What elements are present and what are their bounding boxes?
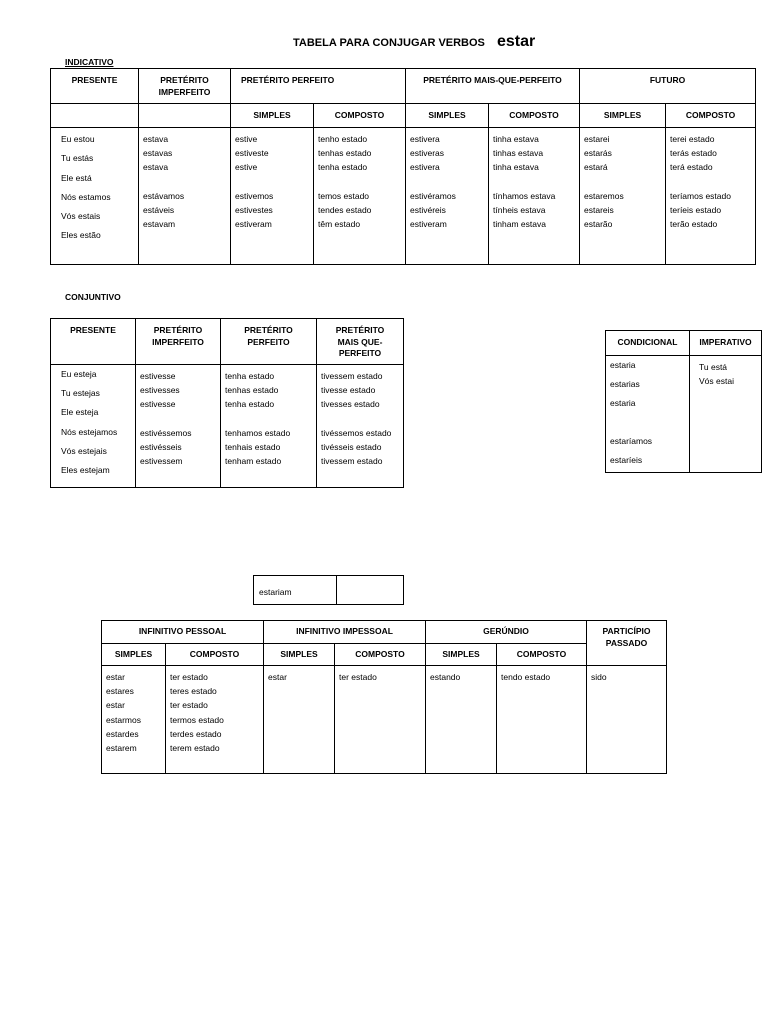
imperfeito-column: [136, 365, 221, 488]
header-pret-mais: PRETÉRITO MAIS-QUE-PERFEITO: [406, 69, 580, 104]
conjugation: estarão: [584, 219, 613, 230]
imperativo-column: [690, 356, 762, 473]
conjugation: temos estado: [318, 190, 370, 201]
conjugation: tivéssemos estado: [321, 427, 392, 438]
header-simples: SIMPLES: [580, 104, 666, 128]
conjugation: estavas: [143, 148, 173, 159]
header-simples: SIMPLES: [264, 644, 335, 666]
conjugation: Nós estamos: [61, 191, 111, 202]
condicional-extra: estariam: [254, 576, 337, 605]
conjugation: estiveras: [410, 148, 445, 159]
header-simples: SIMPLES: [426, 644, 497, 666]
header-composto: COMPOSTO: [335, 644, 426, 666]
inf-pessoal-composto-column: [166, 666, 264, 774]
header-pret-imperfeito: PRETÉRITO IMPERFEITO: [139, 69, 231, 104]
conjuntivo-table: [50, 318, 404, 488]
conjugation: teríeis estado: [670, 204, 722, 215]
header-composto: COMPOSTO: [314, 104, 406, 128]
header-composto: COMPOSTO: [666, 104, 756, 128]
header-pret-perfeito: PRETÉRITO PERFEITO: [231, 69, 406, 104]
conjugation: estaríamos: [610, 436, 653, 446]
conjugation: sido: [591, 672, 607, 682]
futuro-composto-column: [666, 128, 756, 265]
conjugation: tenhas estado: [225, 385, 279, 396]
conjugation: teríamos estado: [670, 190, 731, 201]
header-gerundio: GERÚNDIO: [426, 621, 587, 644]
conjugation: tenha estado: [318, 162, 368, 173]
conjugation: Vós estais: [61, 211, 101, 222]
blank-cell: [139, 104, 231, 128]
conjugation: terás estado: [670, 148, 717, 159]
conjugation: tenhamos estado: [225, 427, 291, 438]
blank-cell: [51, 104, 139, 128]
conjugation: tenhas estado: [318, 148, 372, 159]
conjugation: estivéssemos: [140, 427, 192, 438]
conjugation: estavam: [143, 219, 176, 230]
conjugation: tenham estado: [225, 456, 282, 467]
conjugation: Ele está: [61, 172, 92, 183]
conjugation: Tu estejas: [61, 388, 100, 399]
conjugation: terdes estado: [170, 728, 222, 739]
conjugation: terá estado: [670, 162, 713, 173]
conjugation: tinhas estava: [493, 148, 544, 159]
conjugation: estivera: [410, 162, 440, 173]
conjugation: ter estado: [339, 672, 377, 682]
mais-column: [317, 365, 404, 488]
conjugation: estivestes: [235, 204, 273, 215]
conjugation: terem estado: [170, 742, 220, 753]
perfeito-simples-column: [231, 128, 314, 265]
conjugation: tinha estava: [493, 162, 539, 173]
conjugation: estardes: [106, 728, 139, 739]
conjugation: [610, 413, 685, 432]
conjugation: estivera: [410, 134, 440, 144]
conjugation: Nós estejamos: [61, 426, 118, 437]
conjugation: estiveste: [235, 148, 269, 159]
conjugation: tivesse estado: [321, 385, 376, 396]
conjugation: estar: [106, 700, 125, 711]
indicativo-table: [50, 68, 756, 265]
conjugation: estaria: [610, 398, 636, 408]
header-composto: COMPOSTO: [497, 644, 587, 666]
conjugation: tivessem estado: [321, 456, 383, 467]
conjugation: tínheis estava: [493, 204, 546, 215]
conjugation: estiveram: [235, 219, 272, 230]
conjugation: Eu esteja: [61, 369, 97, 379]
presente-column: [51, 365, 136, 488]
verb-title: estar: [497, 33, 536, 50]
conjugation: estando: [430, 672, 461, 682]
conjugation: estivesses: [140, 385, 180, 396]
header-composto: COMPOSTO: [166, 644, 264, 666]
conjugation: estarias: [610, 379, 640, 389]
conjugation: estarem: [106, 742, 137, 753]
conjugation: Eu estou: [61, 134, 95, 144]
conjugation: estar: [268, 672, 287, 682]
conjugation: Vós estai: [699, 376, 734, 387]
participio-column: [587, 666, 667, 774]
conjugation: tenhais estado: [225, 441, 281, 452]
header-infinitivo-pessoal: INFINITIVO PESSOAL: [102, 621, 264, 644]
conjuntivo-label: CONJUNTIVO: [65, 292, 121, 302]
conjugation: estive: [235, 134, 258, 144]
conjugation: tenha estado: [225, 371, 275, 381]
header-participio: PARTICÍPIO PASSADO: [587, 621, 667, 666]
conjugation: Vós estejais: [61, 445, 107, 456]
header-pret-mais: PRETÉRITO MAIS QUE-PERFEITO: [317, 319, 404, 365]
conjugation: estivesse: [140, 371, 176, 381]
conjugation: tinham estava: [493, 219, 546, 230]
inf-pessoal-simples-column: [102, 666, 166, 774]
conjugation: estive: [235, 162, 258, 173]
header-pret-perfeito: PRETÉRITO PERFEITO: [221, 319, 317, 365]
header-infinitivo-impessoal: INFINITIVO IMPESSOAL: [264, 621, 426, 644]
mais-simples-column: [406, 128, 489, 265]
conjugation: tenho estado: [318, 134, 368, 144]
conjugation: têm estado: [318, 219, 361, 230]
conjugation: estivemos: [235, 190, 274, 201]
indicativo-label: INDICATIVO: [65, 57, 114, 67]
conjugation: estar: [106, 672, 125, 682]
conjugation: estarei: [584, 134, 610, 144]
conjugation: ter estado: [170, 700, 208, 711]
conjugation: tenha estado: [225, 399, 275, 410]
conjugation: Tu estás: [61, 153, 94, 164]
perfeito-column: [221, 365, 317, 488]
blank-cell: [337, 576, 404, 605]
conjugation: estares: [106, 686, 134, 697]
conjugation: estivésseis: [140, 441, 182, 452]
formas-table: [101, 620, 667, 774]
conjugation: estarás: [584, 148, 612, 159]
futuro-simples-column: [580, 128, 666, 265]
conjugation: estareis: [584, 204, 614, 215]
conjugation: estivesse: [140, 399, 176, 410]
conjugation: teres estado: [170, 686, 217, 697]
header-presente: PRESENTE: [51, 69, 139, 104]
conjugation: estiveram: [410, 219, 447, 230]
conjugation: termos estado: [170, 714, 224, 725]
header-condicional: CONDICIONAL: [606, 331, 690, 356]
conjugation: estarmos: [106, 714, 141, 725]
conjugation: estaremos: [584, 190, 624, 201]
conjugation: Ele esteja: [61, 407, 99, 418]
mais-composto-column: [489, 128, 580, 265]
header-simples: SIMPLES: [406, 104, 489, 128]
inf-impessoal-simples-column: [264, 666, 335, 774]
conjugation: estávamos: [143, 190, 185, 201]
page-title: TABELA PARA CONJUGAR VERBOS: [293, 37, 485, 49]
conjugation: estivéreis: [410, 204, 446, 215]
imperfeito-column: [139, 128, 231, 265]
conjugation: estará: [584, 162, 608, 173]
header-presente: PRESENTE: [51, 319, 136, 365]
gerundio-simples-column: [426, 666, 497, 774]
gerundio-composto-column: [497, 666, 587, 774]
header-imperativo: IMPERATIVO: [690, 331, 762, 356]
conjugation: estivéramos: [410, 190, 456, 201]
conjugation: tinha estava: [493, 134, 539, 144]
header-simples: SIMPLES: [231, 104, 314, 128]
conjugation: estava: [143, 162, 169, 173]
conjugation: Eles estão: [61, 230, 101, 241]
conjugation: Tu está: [699, 362, 728, 372]
inf-impessoal-composto-column: [335, 666, 426, 774]
conjugation: estáveis: [143, 204, 175, 215]
header-composto: COMPOSTO: [489, 104, 580, 128]
header-futuro: FUTURO: [580, 69, 756, 104]
conjugation: tivesses estado: [321, 399, 380, 410]
conjugation: Eles estejam: [61, 464, 110, 475]
conjugation: estaria: [610, 360, 636, 370]
presente-column: [51, 128, 139, 265]
conjugation: estava: [143, 134, 169, 144]
header-pret-imperfeito: PRETÉRITO IMPERFEITO: [136, 319, 221, 365]
conjugation: terão estado: [670, 219, 718, 230]
perfeito-composto-column: [314, 128, 406, 265]
conjugation: ter estado: [170, 672, 208, 682]
conjugation: tivésseis estado: [321, 441, 382, 452]
condicional-column: [606, 356, 690, 473]
conjugation: terei estado: [670, 134, 715, 144]
conjugation: tendes estado: [318, 204, 372, 215]
conjugation: estaríeis: [610, 455, 643, 465]
conjugation: tivessem estado: [321, 371, 383, 381]
conjugation: estivessem: [140, 456, 183, 467]
header-simples: SIMPLES: [102, 644, 166, 666]
condicional-imperativo-table: [605, 330, 762, 473]
conjugation: tendo estado: [501, 672, 551, 682]
conjugation: tínhamos estava: [493, 190, 556, 201]
estariam-box: [253, 575, 404, 605]
